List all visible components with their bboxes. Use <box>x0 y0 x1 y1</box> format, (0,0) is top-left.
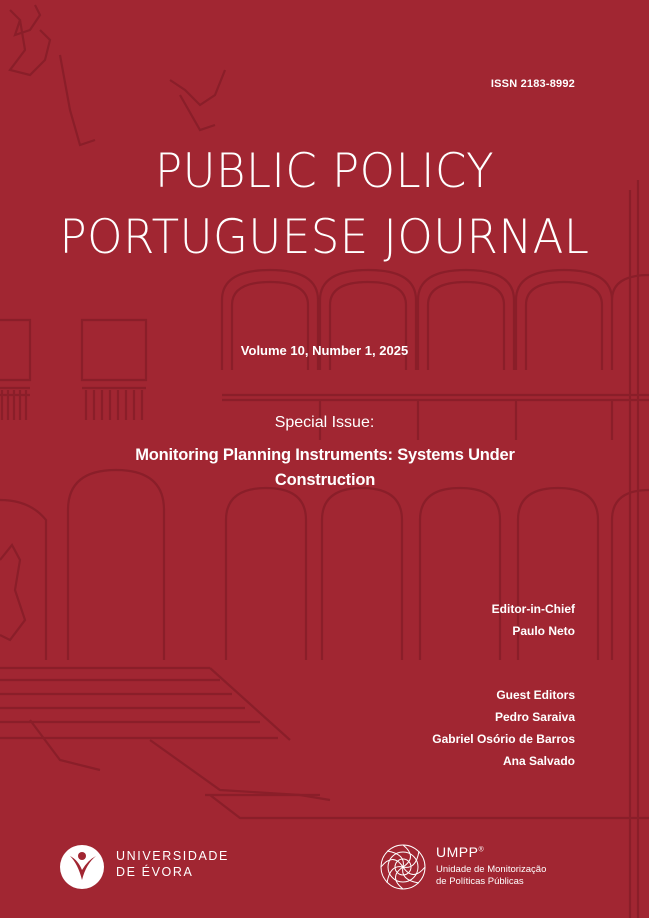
editor-in-chief-heading: Editor-in-Chief <box>491 602 575 616</box>
uevora-name <box>116 848 229 880</box>
umpp-registered-mark: ® <box>478 846 485 854</box>
uevora-name-line2: DE ÉVORA <box>116 865 194 879</box>
guest-editor-name: Pedro Saraiva <box>494 710 575 724</box>
editor-in-chief-name: Paulo Neto <box>512 624 575 638</box>
guest-editors-heading: Guest Editors <box>496 688 575 702</box>
umpp-desc-line2: de Políticas Públicas <box>436 876 524 887</box>
volume-info: Volume 10, Number 1, 2025 <box>240 343 409 358</box>
journal-title-line1: PUBLIC POLICY <box>154 142 495 199</box>
umpp-acronym: UMPP <box>436 844 479 860</box>
umpp-name <box>436 844 484 860</box>
universidade-evora-logo <box>58 842 238 892</box>
special-issue-label: Special Issue: <box>274 414 375 431</box>
special-issue-title-line2: Construction <box>274 471 376 489</box>
umpp-logo <box>378 842 598 892</box>
umpp-desc-line1: Unidade de Monitorização <box>436 864 547 875</box>
umpp-spiral-icon <box>378 842 428 892</box>
uevora-name-line1: UNIVERSIDADE <box>116 849 229 863</box>
guest-editors-block <box>432 684 575 772</box>
journal-title-line2: PORTUGUESE JOURNAL <box>59 208 590 265</box>
uevora-emblem-icon <box>58 842 108 892</box>
special-issue-title <box>110 443 540 493</box>
special-issue-title-line1: Monitoring Planning Instruments: Systems Under <box>135 446 515 464</box>
guest-editor-name: Gabriel Osório de Barros <box>432 732 575 746</box>
guest-editor-name: Ana Salvado <box>502 754 575 768</box>
editor-in-chief-block <box>492 598 575 642</box>
issn: ISSN 2183-8992 <box>490 78 575 90</box>
umpp-description <box>436 864 546 888</box>
